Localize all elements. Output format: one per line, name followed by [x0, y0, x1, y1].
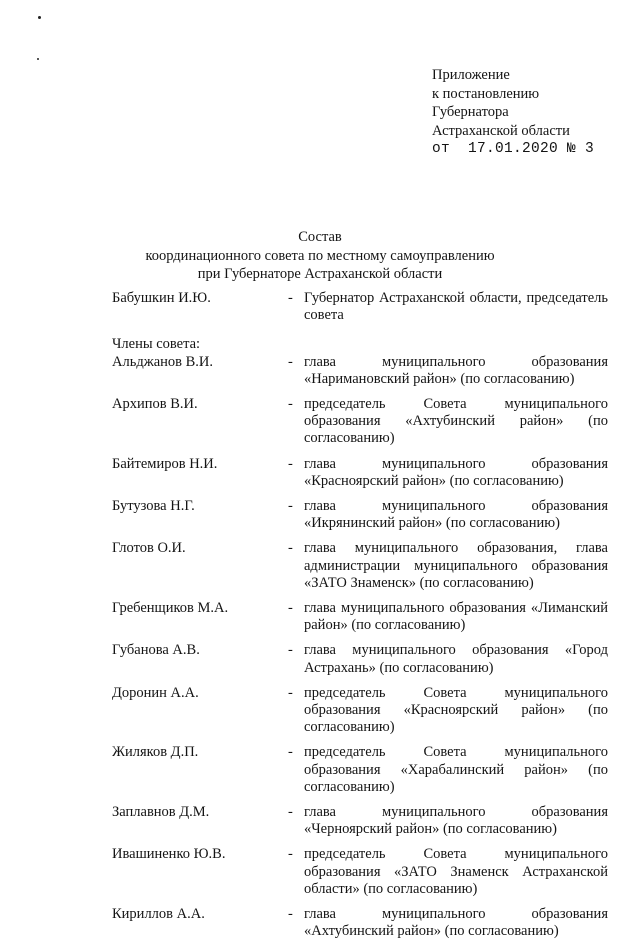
member-row — [112, 804, 608, 838]
member-dash: - — [288, 906, 293, 923]
member-role: глава муниципального образования, глава администрации муниципального образования «ЗАТО Знаменск» (по согласованию) — [304, 540, 608, 591]
appendix-line: Астраханской области — [432, 122, 570, 139]
member-dash: - — [288, 600, 293, 617]
row-spacer — [112, 838, 608, 846]
member-name: Альджанов В.И. — [112, 353, 214, 370]
member-name: Байтемиров Н.И. — [112, 455, 218, 472]
member-dash: - — [288, 290, 293, 306]
member-role: глава муниципального образования «Ахтубинский район» (по согласованию) — [304, 906, 608, 940]
member-name: Бабушкин И.Ю. — [112, 290, 211, 306]
member-row — [112, 642, 608, 676]
member-row — [112, 685, 608, 737]
row-spacer — [112, 677, 608, 685]
member-row — [112, 846, 608, 898]
member-name: Доронин А.А. — [112, 684, 199, 701]
member-role: глава муниципального образования «Красноярский район» (по согласованию) — [304, 455, 608, 489]
appendix-line: Губернатора — [432, 104, 509, 120]
member-dash: - — [288, 804, 293, 821]
member-row — [112, 498, 608, 532]
member-role: председатель Совета муниципального образования «Харабалинский район» (по согласованию) — [304, 744, 608, 795]
row-spacer — [112, 448, 608, 456]
member-role: глава муниципального образования «Наримановский район» (по согласованию) — [304, 353, 608, 387]
member-dash: - — [288, 684, 293, 701]
member-dash: - — [288, 353, 293, 370]
member-dash: - — [288, 744, 293, 761]
member-row — [112, 396, 608, 448]
heading-title: Состав — [298, 229, 342, 245]
member-name: Архипов В.И. — [112, 396, 198, 413]
appendix-line: к постановлению — [432, 85, 540, 102]
row-spacer — [112, 796, 608, 804]
chairman-row — [112, 290, 608, 324]
member-role: председатель Совета муниципального образования «Красноярский район» (по согласованию) — [304, 684, 608, 736]
member-role: председатель Совета муниципального образования «ЗАТО Знаменск Астраханской области» (по согласованию) — [304, 846, 608, 897]
council-list — [112, 290, 608, 941]
member-role: глава муниципального образования «Лиманский район» (по согласованию) — [304, 600, 608, 634]
row-spacer — [112, 388, 608, 396]
heading-subtitle: при Губернаторе Астраханской области — [197, 266, 443, 282]
member-row — [112, 600, 608, 634]
member-dash: - — [288, 846, 293, 863]
member-name: Кириллов А.А. — [112, 906, 205, 923]
members-list — [112, 354, 608, 941]
member-name: Глотов О.И. — [112, 540, 186, 557]
appendix-line: Приложение — [432, 67, 510, 83]
appendix-block — [432, 66, 594, 159]
member-dash: - — [288, 455, 293, 472]
member-row — [112, 540, 608, 592]
member-role: глава муниципального образования «Икрянинский район» (по согласованию) — [304, 498, 608, 532]
member-row — [112, 456, 608, 490]
member-name: Бутузова Н.Г. — [112, 498, 195, 515]
member-row — [112, 744, 608, 796]
member-dash: - — [288, 396, 293, 413]
row-spacer — [112, 736, 608, 744]
member-row — [112, 354, 608, 388]
member-role: председатель Совета муниципального образования «Ахтубинский район» (по согласованию) — [304, 396, 608, 447]
member-name: Заплавнов Д.М. — [112, 804, 210, 821]
appendix-date-line: от 17.01.2020 № 3 — [432, 141, 595, 157]
member-role: Губернатор Астраханской области, председатель совета — [304, 290, 608, 324]
member-dash: - — [288, 540, 293, 557]
member-role: глава муниципального образования «Город Астрахань» (по согласованию) — [304, 642, 608, 676]
member-name: Ивашиненко Ю.В. — [112, 846, 226, 863]
member-name: Губанова А.В. — [112, 642, 200, 659]
heading-subtitle: координационного совета по местному самоуправлению — [145, 247, 495, 264]
member-dash: - — [288, 642, 293, 659]
member-row — [112, 906, 608, 940]
scan-speck — [38, 16, 41, 19]
member-name: Гребенщиков М.А. — [112, 600, 229, 617]
members-label: Члены совета: — [112, 336, 201, 353]
row-spacer — [112, 532, 608, 540]
member-dash: - — [288, 498, 293, 515]
row-spacer — [112, 634, 608, 642]
member-name: Жиляков Д.П. — [112, 744, 199, 761]
document-heading — [0, 228, 640, 284]
row-spacer — [112, 592, 608, 600]
row-spacer — [112, 490, 608, 498]
scan-speck — [37, 58, 39, 60]
member-role: глава муниципального образования «Черноярский район» (по согласованию) — [304, 804, 608, 838]
